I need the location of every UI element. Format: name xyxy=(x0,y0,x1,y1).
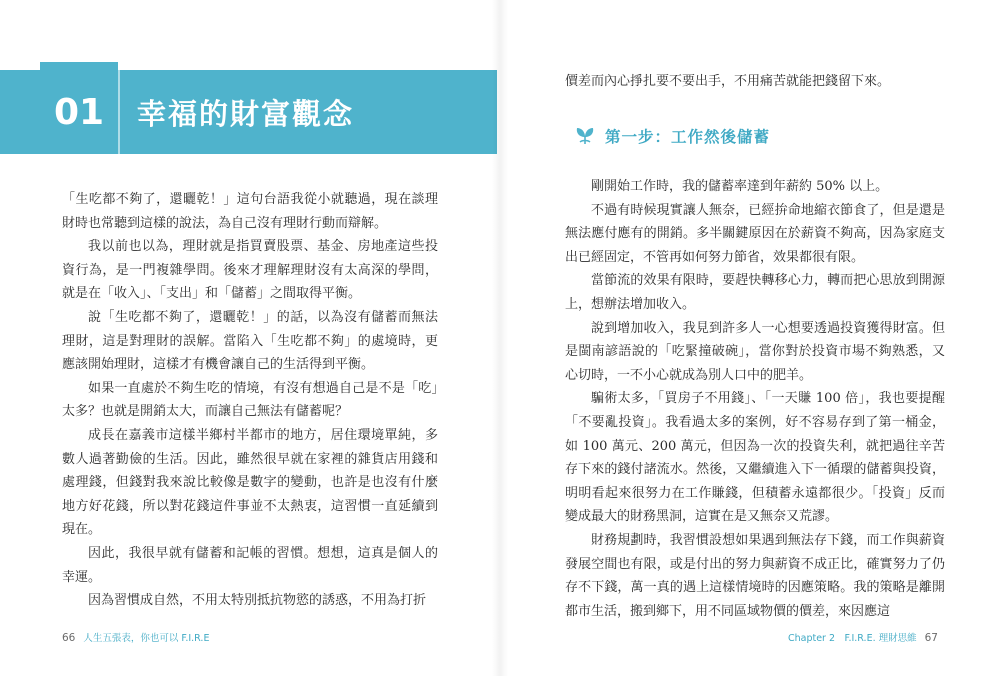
paragraph: 剛開始工作時，我的儲蓄率達到年薪約 50% 以上。 xyxy=(591,179,889,194)
paragraph: 說「生吃都不夠了，還曬乾！」的話，以為沒有儲蓄而無法理財，這是對理財的誤解。當陷入「生吃都不夠」的處境時，更應該開始理財，這樣才有機會讓自己的生活得到平衡。 xyxy=(62,309,438,373)
chapter-title: 幸福的財富觀念 xyxy=(137,96,355,131)
paragraph: 我以前也以為，理財就是指買賣股票、基金、房地產這些投資行為，是一門複雜學問。後來才理解理財沒有太高深的學問，就是在「收入」、「支出」和「儲蓄」之間取得平衡。 xyxy=(62,239,438,302)
paragraph: 騙術太多，「買房子不用錢」、「一天賺 100 倍」，我也要提醒「不要亂投資」。我看過太多的案例，好不容易存到了第一桶金，如 100 萬元、200 萬元，但因為一次的投資失利，就把過往辛苦存下來的錢付諸流水。然後，又繼續進入下一循環的儲蓄與投資，明明看起來很努力在工作賺錢，但積蓄永遠都很少。「投資」反而變成最大的財務黑洞，這實在是又無奈又荒謬。 xyxy=(565,391,945,525)
section-title: 第一步：工作然後儲蓄 xyxy=(605,128,771,146)
section-heading xyxy=(575,124,770,148)
paragraph: 不過有時候現實讓人無奈，已經拚命地縮衣節食了，但是還是無法應付應有的開銷。多半關鍵原因在於薪資不夠高，因為家庭支出已經固定，不管再如何努力節省，效果都很有限。 xyxy=(565,202,945,265)
leaf-sprout-icon xyxy=(575,127,595,145)
paragraph: 說到增加收入，我見到許多人一心想要透過投資獲得財富。但是閩南諺語說的「吃緊撞破碗」，當你對於投資市場不夠熟悉，又心切時，一不小心就成為別人口中的肥羊。 xyxy=(565,320,945,383)
continued-text xyxy=(565,70,945,94)
paragraph: 如果一直處於不夠生吃的情境，有沒有想過自己是不是「吃」太多？也就是開銷太大，而讓自己無法有儲蓄呢？ xyxy=(62,380,438,420)
page-number: 67 xyxy=(924,632,938,644)
right-page xyxy=(503,0,1000,676)
paragraph: 價差而內心掙扎要不要出手，不用痛苦就能把錢留下來。 xyxy=(565,74,891,89)
paragraph: 成長在嘉義市這樣半鄉村半都市的地方，居住環境單純，多數人過著勤儉的生活。因此，雖然很早就在家裡的雜貨店用錢和處理錢，但錢對我來說比較像是數字的變動，也許是也沒有什麼地方好花錢，所以對花錢這件事並不太熱衷，這習慣一直延續到現在。 xyxy=(62,427,438,538)
page-number: 66 xyxy=(62,632,76,644)
paragraph: 當節流的效果有限時，要趕快轉移心力，轉而把心思放到開源上，想辦法增加收入。 xyxy=(565,273,945,312)
paragraph: 「生吃都不夠了，還曬乾！」這句台語我從小就聽過，現在談理財時也常聽到這樣的說法，為自己沒有理財行動而辯解。 xyxy=(62,192,438,231)
paragraph: 因為習慣成自然，不用太特別抵抗物慾的誘惑，不用為打折 xyxy=(88,593,427,609)
left-body-text xyxy=(62,188,438,613)
left-footer xyxy=(62,630,209,644)
book-title-footer: 人生五張表，你也可以 F.I.R.E xyxy=(83,633,210,644)
banner-divider xyxy=(118,70,120,154)
right-footer xyxy=(788,630,938,644)
right-body-text xyxy=(565,175,945,623)
chapter-number: 01 xyxy=(53,91,105,133)
chapter-footer: Chapter 2 F.I.R.E. 理財思維 xyxy=(787,633,917,644)
paragraph: 因此，我很早就有儲蓄和記帳的習慣。想想，這真是個人的幸運。 xyxy=(62,545,438,585)
paragraph: 財務規劃時，我習慣設想如果遇到無法存下錢，而工作與薪資發展空間也有限，或是付出的努力與薪資不成正比，確實努力了仍存不下錢，萬一真的遇上這樣情境時的因應策略。我的策略是離開都市生活，搬到鄉下，用不同區域物價的價差，來因應這 xyxy=(565,532,945,619)
left-page xyxy=(0,0,497,676)
